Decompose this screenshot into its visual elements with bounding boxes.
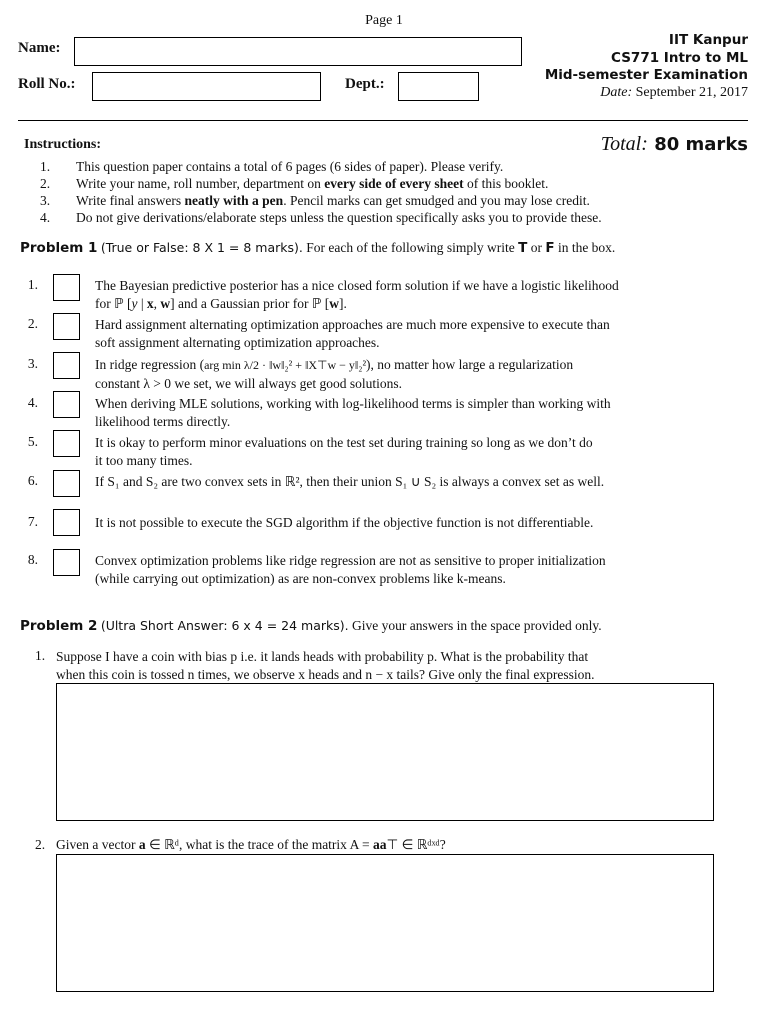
question-number: 3.	[27, 356, 38, 371]
instruction-item	[40, 192, 602, 209]
text: Given a vector	[56, 837, 139, 852]
var: x	[146, 295, 154, 311]
item-text: Write final answers	[76, 193, 185, 208]
answer-box-q6[interactable]	[53, 470, 80, 497]
question-text	[95, 316, 720, 351]
problem1-heading	[20, 240, 615, 256]
question-text	[56, 648, 756, 683]
answer-box-q1[interactable]	[53, 274, 80, 301]
answer-area-q2[interactable]	[56, 854, 714, 992]
question-number: 1.	[27, 277, 38, 292]
answer-box-q3[interactable]	[53, 352, 80, 379]
problem1-marks: (True or False: 8 X 1 = 8 marks).	[100, 240, 303, 255]
formula: arg min λ/2 · ‖w‖₂² + ‖X⊤w − y‖₂²	[204, 358, 367, 372]
answer-box-q5[interactable]	[53, 430, 80, 457]
item-text: of this booklet.	[463, 176, 549, 191]
var: w	[160, 295, 171, 311]
problem1-desc: For each of the following simply write	[306, 240, 519, 255]
question-line: likelihood terms directly.	[95, 413, 231, 429]
problem2-title: Problem 2	[20, 618, 98, 634]
item-number: 4.	[40, 210, 51, 225]
question-line: It is not possible to execute the SGD algorithm if the objective function is not differentiable.	[95, 515, 594, 530]
question-text	[95, 356, 720, 392]
question-text	[95, 473, 720, 491]
question-number: 6.	[27, 473, 38, 488]
answer-box-q7[interactable]	[53, 509, 80, 536]
answer-box-q8[interactable]	[53, 549, 80, 576]
item-text: This question paper contains a total of 6 pages (6 sides of paper). Please verify.	[76, 159, 504, 174]
question-text	[95, 395, 720, 430]
question-number: 5.	[27, 434, 38, 449]
true-letter: T	[518, 240, 528, 256]
item-number: 2.	[40, 176, 51, 191]
question-number: 1.	[35, 648, 46, 663]
text: ].	[338, 295, 347, 311]
false-letter: F	[545, 240, 555, 256]
text: ∈ ℝᵈ, what is the trace of the matrix A =	[145, 837, 373, 852]
problem2-marks: (Ultra Short Answer: 6 x 4 = 24 marks).	[100, 618, 349, 633]
text: for ℙ [	[95, 295, 132, 311]
instruction-list	[40, 158, 602, 226]
name-label: Name:	[18, 40, 61, 56]
roll-number-label: Roll No.:	[18, 76, 76, 92]
answer-area-q1[interactable]	[56, 683, 714, 821]
question-text	[56, 837, 446, 853]
item-number: 1.	[40, 159, 51, 174]
page-number: Page 1	[365, 13, 403, 28]
question-line: Convex optimization problems like ridge regression are not as sensitive to proper initialization	[95, 553, 606, 568]
text: ), no matter how large a regularization	[366, 357, 574, 372]
question-number: 7.	[27, 514, 38, 529]
item-emphasis: every side of every sheet	[324, 176, 464, 191]
date-value: September 21, 2017	[635, 85, 748, 100]
answer-box-q4[interactable]	[53, 391, 80, 418]
instruction-item	[40, 175, 602, 192]
var: w	[329, 295, 339, 311]
problem2-heading	[20, 618, 602, 634]
date-label: Date:	[600, 85, 633, 100]
text: ⊤ ∈ ℝᵈˣᵈ?	[386, 837, 446, 852]
var: aa	[372, 837, 387, 852]
question-text	[95, 434, 720, 469]
problem1-desc: in the box.	[554, 240, 616, 255]
item-text: . Pencil marks can get smudged and you may lose credit.	[283, 193, 590, 208]
question-line: constant λ > 0 we set, we will always get good solutions.	[95, 375, 402, 391]
instruction-item	[40, 209, 602, 226]
question-number: 8.	[27, 552, 38, 567]
question-line: (while carrying out optimization) as are non-convex problems like k-means.	[95, 570, 506, 586]
name-field[interactable]	[74, 37, 522, 66]
question-text	[95, 514, 720, 532]
question-line: The Bayesian predictive posterior has a nice closed form solution if we have a logistic likelihood	[95, 278, 619, 293]
question-line: When deriving MLE solutions, working with log-likelihood terms is simpler than working with	[95, 396, 611, 411]
text: In ridge regression (	[95, 357, 205, 372]
dept-label: Dept.:	[345, 76, 385, 92]
question-text	[95, 277, 720, 312]
question-line: it too many times.	[95, 452, 193, 468]
problem2-desc: Give your answers in the space provided only.	[352, 618, 602, 633]
question-line: If S₁ and S₂ are two convex sets in ℝ², then their union S₁ ∪ S₂ is always a convex set as well.	[95, 474, 605, 489]
total-marks	[601, 131, 748, 156]
question-line: Suppose I have a coin with bias p i.e. it lands heads with probability p. What is the probability that	[56, 649, 589, 664]
roll-number-field[interactable]	[92, 72, 321, 101]
total-value: 80 marks	[654, 134, 748, 155]
text: ] and a Gaussian prior for ℙ [	[170, 295, 330, 311]
question-number: 4.	[27, 395, 38, 410]
var: y	[131, 295, 138, 311]
exam-date	[600, 85, 748, 101]
text: ,	[153, 295, 161, 311]
item-emphasis: neatly with a pen	[184, 193, 284, 208]
question-text	[95, 552, 720, 587]
question-number: 2.	[27, 316, 38, 331]
header-divider	[18, 120, 748, 121]
item-text: Write your name, roll number, department on	[76, 176, 325, 191]
question-number: 2.	[35, 837, 46, 852]
problem1-title: Problem 1	[20, 240, 98, 256]
question-line: when this coin is tossed n times, we observe x heads and n − x tails? Give only the final expression.	[56, 666, 595, 682]
item-number: 3.	[40, 193, 51, 208]
answer-box-q2[interactable]	[53, 313, 80, 340]
var: a	[138, 837, 146, 852]
instructions-heading: Instructions:	[24, 137, 102, 152]
question-line: Hard assignment alternating optimization approaches are much more expensive to execute than	[95, 317, 610, 332]
problem1-desc: or	[527, 240, 546, 255]
question-line: soft assignment alternating optimization approaches.	[95, 334, 380, 350]
dept-field[interactable]	[398, 72, 479, 101]
institute-name: IIT Kanpur	[668, 32, 748, 48]
exam-name: Mid-semester Examination	[544, 67, 748, 83]
question-line	[95, 295, 720, 313]
question-line	[95, 356, 720, 375]
item-text: Do not give derivations/elaborate steps unless the question specifically asks you to provide these.	[76, 210, 602, 225]
instruction-item	[40, 158, 602, 175]
total-label: Total:	[600, 133, 648, 155]
course-name: CS771 Intro to ML	[611, 50, 748, 66]
question-line: It is okay to perform minor evaluations on the test set during training so long as we don’t do	[95, 435, 593, 450]
text: |	[137, 295, 147, 311]
